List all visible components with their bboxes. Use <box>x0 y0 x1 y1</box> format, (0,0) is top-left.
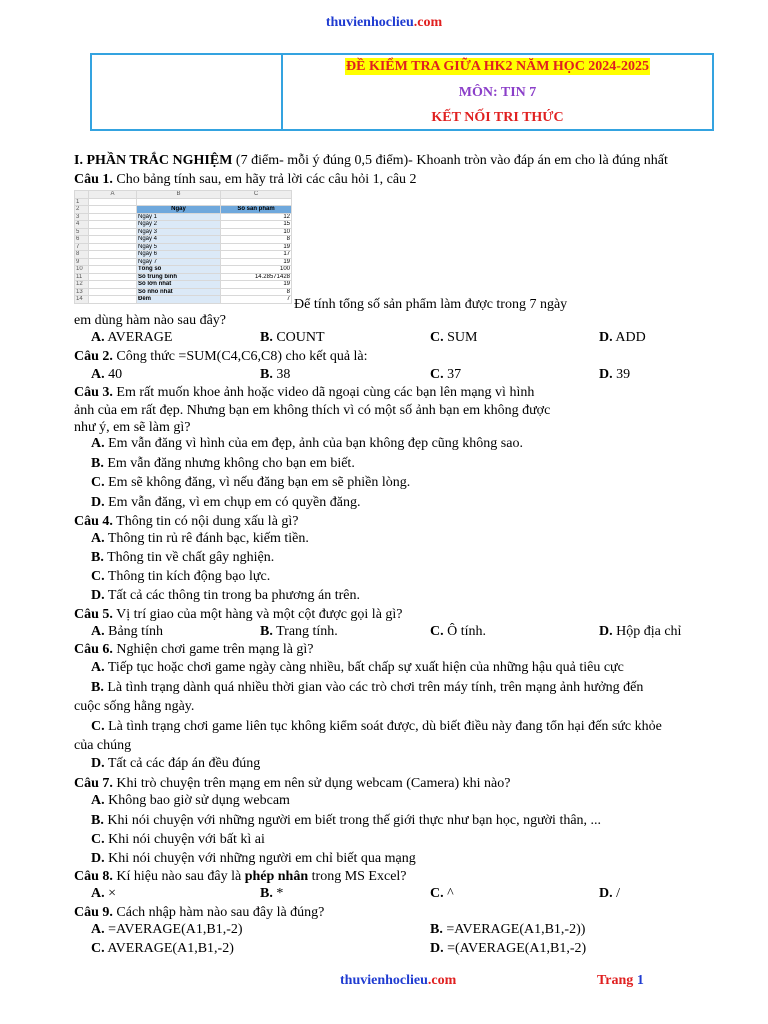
option-a <box>91 921 243 939</box>
option-text: Tất cả các thông tin trong ba phương án trên. <box>104 588 361 603</box>
question-text: Cho bảng tính sau, em hãy trả lời các câu hỏi 1, câu 2 <box>112 172 417 187</box>
option-key: B. <box>91 550 104 565</box>
sheet-cell: 10 <box>221 228 292 236</box>
sheet-row <box>75 281 292 289</box>
sheet-cell: 6 <box>75 236 89 244</box>
sheet-row <box>75 273 292 281</box>
site-name: thuvienhoclieu <box>325 15 414 30</box>
option-text-cont: cuộc sống hằng ngày. <box>74 699 195 714</box>
sheet-cell: Ngày <box>137 206 221 214</box>
sheet-row <box>75 213 292 221</box>
option-a <box>91 659 624 677</box>
option-text: Thông tin về chất gây nghiện. <box>103 550 275 565</box>
sheet-cell: 9 <box>75 258 89 266</box>
sheet-cell <box>89 198 137 206</box>
question-9 <box>74 904 324 922</box>
sheet-cell: 3 <box>75 213 89 221</box>
sheet-row <box>75 236 292 244</box>
option-text: 38 <box>272 367 291 382</box>
option-a <box>91 792 290 810</box>
sheet-cell: 8 <box>221 236 292 244</box>
option-text: 39 <box>612 367 631 382</box>
sheet-cell: 19 <box>221 258 292 266</box>
option-key: C. <box>430 886 444 901</box>
option-key: D. <box>599 367 613 382</box>
option-text: * <box>272 886 284 901</box>
sheet-cell <box>89 243 137 251</box>
sheet-cell: Ngày 2 <box>137 221 221 229</box>
option-c <box>430 329 477 347</box>
corner-cell <box>75 191 89 199</box>
spreadsheet-image <box>74 190 291 310</box>
option-text: Khi nói chuyện với bất kì ai <box>104 832 265 847</box>
question-text: trong MS Excel? <box>308 869 407 884</box>
option-text: Là tình trạng chơi game liên tục không kiểm soát được, dù biết điều này đang tổn hại đến sức khỏe <box>104 719 662 734</box>
footer-site <box>340 973 456 989</box>
option-key: B. <box>430 922 443 937</box>
option-key: A. <box>91 330 105 345</box>
site-domain: .com <box>413 15 443 30</box>
option-c <box>91 474 410 492</box>
option-a <box>91 623 163 641</box>
option-key: A. <box>91 624 105 639</box>
option-key: B. <box>260 624 273 639</box>
sheet-cell <box>89 258 137 266</box>
sheet-cell <box>89 206 137 214</box>
sheet-row <box>75 206 292 214</box>
option-b <box>430 921 585 939</box>
question-2 <box>74 348 368 366</box>
sheet-row <box>75 243 292 251</box>
exam-header-box <box>90 53 714 131</box>
sheet-cell: Số sản phẩm <box>221 206 292 214</box>
sheet-row <box>75 198 292 206</box>
sheet-cell: 4 <box>75 221 89 229</box>
question-text-cont: như ý, em sẽ làm gì? <box>74 420 191 435</box>
sheet-cell: Số lớn nhất <box>137 281 221 289</box>
question-1 <box>74 171 417 189</box>
option-key: D. <box>599 330 613 345</box>
option-text: 37 <box>443 367 462 382</box>
question-label: Câu 2. <box>74 349 113 364</box>
sheet-cell: 5 <box>75 228 89 236</box>
option-c <box>91 568 270 586</box>
option-a <box>91 329 172 347</box>
option-key: A. <box>91 531 105 546</box>
option-d <box>91 850 416 868</box>
option-key: D. <box>599 886 613 901</box>
question-4 <box>74 513 299 531</box>
question-text: Em rất muốn khoe ảnh hoặc video dã ngoại cùng các bạn lên mạng vì hình <box>112 385 535 400</box>
option-key: A. <box>91 660 105 675</box>
option-text: Khi nói chuyện với những người em chỉ biết qua mạng <box>104 851 416 866</box>
option-d <box>91 494 360 512</box>
question-text: Nghiện chơi game trên mạng là gì? <box>112 642 314 657</box>
sheet-cell <box>89 266 137 274</box>
section-note: (7 điểm- mỗi ý đúng 0,5 điểm)- Khoanh tròn vào đáp án em cho là đúng nhất <box>232 153 668 168</box>
question-text: Cách nhập hàm nào sau đây là đúng? <box>112 905 325 920</box>
option-a <box>91 435 523 453</box>
sheet-cell <box>89 273 137 281</box>
option-text: Em vẫn đăng vì hình của em đẹp, ảnh của bạn không đẹp cũng không sao. <box>104 436 523 451</box>
option-key: C. <box>430 367 444 382</box>
option-text: Em vẫn đăng nhưng không cho bạn em biết. <box>103 456 355 471</box>
sheet-cell: Số trung bình <box>137 273 221 281</box>
option-b <box>91 812 601 830</box>
sheet-cell: 14.28571428 <box>221 273 292 281</box>
column-header: A <box>89 191 137 199</box>
option-text: AVERAGE(A1,B1,-2) <box>104 941 234 956</box>
sheet-cell: 12 <box>221 213 292 221</box>
sheet-cell: 13 <box>75 288 89 296</box>
question-text-bold: phép nhân <box>244 869 309 884</box>
sheet-cell <box>89 251 137 259</box>
option-c <box>430 623 486 641</box>
sheet-cell <box>221 198 292 206</box>
sheet-cell: Đếm <box>137 296 221 304</box>
question-text: Kí hiệu nào sau đây là <box>112 869 245 884</box>
sheet-cell: Số nhỏ nhất <box>137 288 221 296</box>
option-key: B. <box>91 813 104 828</box>
question-text-cont: ảnh của em rất đẹp. Nhưng bạn em không thích vì có một số ảnh bạn em không được <box>74 403 551 418</box>
sheet-cell: 100 <box>221 266 292 274</box>
option-c <box>430 885 454 903</box>
option-key: C. <box>430 624 444 639</box>
sheet-cell <box>89 296 137 304</box>
question-label: Câu 3. <box>74 385 113 400</box>
option-key: A. <box>91 367 105 382</box>
sheet-cell: 1 <box>75 198 89 206</box>
sheet-cell: 2 <box>75 206 89 214</box>
question-3 <box>74 384 534 402</box>
question-text: Khi trò chuyện trên mạng em nên sử dụng webcam (Camera) khi nào? <box>112 776 511 791</box>
option-key: D. <box>430 941 444 956</box>
sheet-cell: Ngày 3 <box>137 228 221 236</box>
option-text: Không bao giờ sử dụng webcam <box>104 793 290 808</box>
exam-info-cell <box>283 55 712 129</box>
option-key: C. <box>91 719 105 734</box>
sheet-cell: 15 <box>221 221 292 229</box>
sheet-cell: 19 <box>221 243 292 251</box>
option-c <box>91 718 662 736</box>
option-text: ^ <box>443 886 454 901</box>
option-d <box>599 885 620 903</box>
option-d <box>430 940 586 958</box>
option-d <box>599 329 646 347</box>
site-name: thuvienhoclieu <box>340 973 428 988</box>
option-text: ADD <box>612 330 646 345</box>
sheet-cell <box>89 221 137 229</box>
option-key: D. <box>91 851 105 866</box>
option-b <box>91 679 643 697</box>
sheet-cell: 8 <box>221 288 292 296</box>
question-6 <box>74 641 314 659</box>
question-label: Câu 4. <box>74 514 113 529</box>
option-key: D. <box>91 756 105 771</box>
option-text: Em vẫn đăng, vì em chụp em có quyền đăng. <box>104 495 361 510</box>
option-text: 40 <box>104 367 123 382</box>
section-title: I. PHẦN TRẮC NGHIỆM <box>74 153 233 168</box>
option-text: Hộp địa chỉ <box>612 624 682 639</box>
option-key: C. <box>430 330 444 345</box>
site-domain: .com <box>427 973 457 988</box>
option-text: × <box>104 886 117 901</box>
section-heading <box>74 152 668 170</box>
sheet-cell <box>89 228 137 236</box>
sheet-row <box>75 288 292 296</box>
option-a <box>91 530 309 548</box>
exam-subject: MÔN: TIN 7 <box>458 85 537 100</box>
sheet-cell: 14 <box>75 296 89 304</box>
question-8 <box>74 868 407 886</box>
option-text: Tất cả các đáp án đều đúng <box>104 756 261 771</box>
question-5 <box>74 606 403 624</box>
option-c <box>91 831 265 849</box>
sheet-row <box>75 258 292 266</box>
option-b <box>91 549 274 567</box>
option-key: D. <box>599 624 613 639</box>
question-text-cont: Để tính tổng số sản phẩm làm được trong 7 ngày <box>294 297 568 312</box>
option-key: B. <box>91 456 104 471</box>
option-d <box>91 755 260 773</box>
option-text-cont: của chúng <box>74 738 132 753</box>
option-key: A. <box>91 922 105 937</box>
option-b <box>260 329 325 347</box>
option-text: =AVERAGE(A1,B1,-2)) <box>442 922 586 937</box>
sheet-row <box>75 296 292 304</box>
sheet-cell: 7 <box>221 296 292 304</box>
sheet-cell <box>89 288 137 296</box>
option-key: B. <box>260 330 273 345</box>
option-text: AVERAGE <box>104 330 173 345</box>
sheet-cell: 12 <box>75 281 89 289</box>
option-d <box>599 623 681 641</box>
exam-title: ĐỀ KIỂM TRA GIỮA HK2 NĂM HỌC 2024-2025 <box>346 59 649 74</box>
sheet-cell <box>137 198 221 206</box>
option-text: Thông tin rủ rê đánh bạc, kiếm tiền. <box>104 531 309 546</box>
option-key: C. <box>91 941 105 956</box>
option-key: A. <box>91 793 105 808</box>
sheet-cell: Ngày 7 <box>137 258 221 266</box>
sheet-cell: Ngày 5 <box>137 243 221 251</box>
option-key: C. <box>91 832 105 847</box>
option-text: Ô tính. <box>443 624 487 639</box>
option-key: C. <box>91 569 105 584</box>
option-key: A. <box>91 886 105 901</box>
option-key: B. <box>260 886 273 901</box>
sheet-cell: 11 <box>75 273 89 281</box>
question-label: Câu 5. <box>74 607 113 622</box>
column-header: C <box>221 191 292 199</box>
option-text: Em sẽ không đăng, vì nếu đăng bạn em sẽ phiền lòng. <box>104 475 411 490</box>
question-label: Câu 7. <box>74 776 113 791</box>
sheet-cell <box>89 213 137 221</box>
sheet-cell <box>89 281 137 289</box>
sheet-cell: Tổng số <box>137 266 221 274</box>
option-text: Là tình trạng dành quá nhiều thời gian vào các trò chơi trên máy tính, trên mạng ảnh hưởng đến <box>103 680 644 695</box>
option-text: Bảng tính <box>104 624 163 639</box>
sheet-cell: 7 <box>75 243 89 251</box>
page-num: 1 <box>636 973 644 988</box>
option-key: B. <box>91 680 104 695</box>
question-text: Thông tin có nội dung xấu là gì? <box>112 514 299 529</box>
question-label: Câu 6. <box>74 642 113 657</box>
question-text: Vị trí giao của một hàng và một cột được gọi là gì? <box>112 607 403 622</box>
sheet-cell: 8 <box>75 251 89 259</box>
option-d <box>599 366 630 384</box>
sheet-cell: Ngày 1 <box>137 213 221 221</box>
sheet-cell: 17 <box>221 251 292 259</box>
sheet-row <box>75 251 292 259</box>
option-a <box>91 366 122 384</box>
option-b <box>260 366 290 384</box>
school-cell <box>92 55 283 129</box>
question-7 <box>74 775 510 793</box>
option-text: =(AVERAGE(A1,B1,-2) <box>443 941 587 956</box>
option-text: Thông tin kích động bạo lực. <box>104 569 271 584</box>
option-key: A. <box>91 436 105 451</box>
sheet-row <box>75 228 292 236</box>
option-text: Khi nói chuyện với những người em biết trong thế giới thực như bạn học, người thân, ... <box>103 813 602 828</box>
option-key: C. <box>91 475 105 490</box>
page-number <box>597 973 644 989</box>
option-key: B. <box>260 367 273 382</box>
question-label: Câu 9. <box>74 905 113 920</box>
option-c <box>91 940 234 958</box>
option-c <box>430 366 461 384</box>
sheet-row <box>75 221 292 229</box>
option-text: Trang tính. <box>272 624 338 639</box>
column-header: B <box>137 191 221 199</box>
option-text: SUM <box>443 330 478 345</box>
option-a <box>91 885 116 903</box>
option-text: COUNT <box>272 330 325 345</box>
column-header-row <box>75 191 292 199</box>
sheet-cell: Ngày 6 <box>137 251 221 259</box>
textbook-series: KẾT NỐI TRI THỨC <box>431 110 564 125</box>
page-label: Trang <box>597 973 637 988</box>
sheet-cell: 10 <box>75 266 89 274</box>
option-b <box>91 455 355 473</box>
sheet-cell <box>89 236 137 244</box>
option-b <box>260 623 338 641</box>
sheet-row <box>75 266 292 274</box>
question-label: Câu 1. <box>74 172 113 187</box>
option-key: D. <box>91 588 105 603</box>
sheet-cell: Ngày 4 <box>137 236 221 244</box>
option-b <box>260 885 283 903</box>
question-text-cont: em dùng hàm nào sau đây? <box>74 313 227 328</box>
site-header <box>0 15 768 31</box>
question-label: Câu 8. <box>74 869 113 884</box>
question-text: Công thức =SUM(C4,C6,C8) cho kết quả là: <box>112 349 368 364</box>
option-text: Tiếp tục hoặc chơi game ngày càng nhiều, bất chấp sự xuất hiện của những hậu quả tiêu cực <box>104 660 624 675</box>
option-text: / <box>612 886 621 901</box>
option-d <box>91 587 360 605</box>
option-text: =AVERAGE(A1,B1,-2) <box>104 922 243 937</box>
option-key: D. <box>91 495 105 510</box>
sheet-cell: 19 <box>221 281 292 289</box>
